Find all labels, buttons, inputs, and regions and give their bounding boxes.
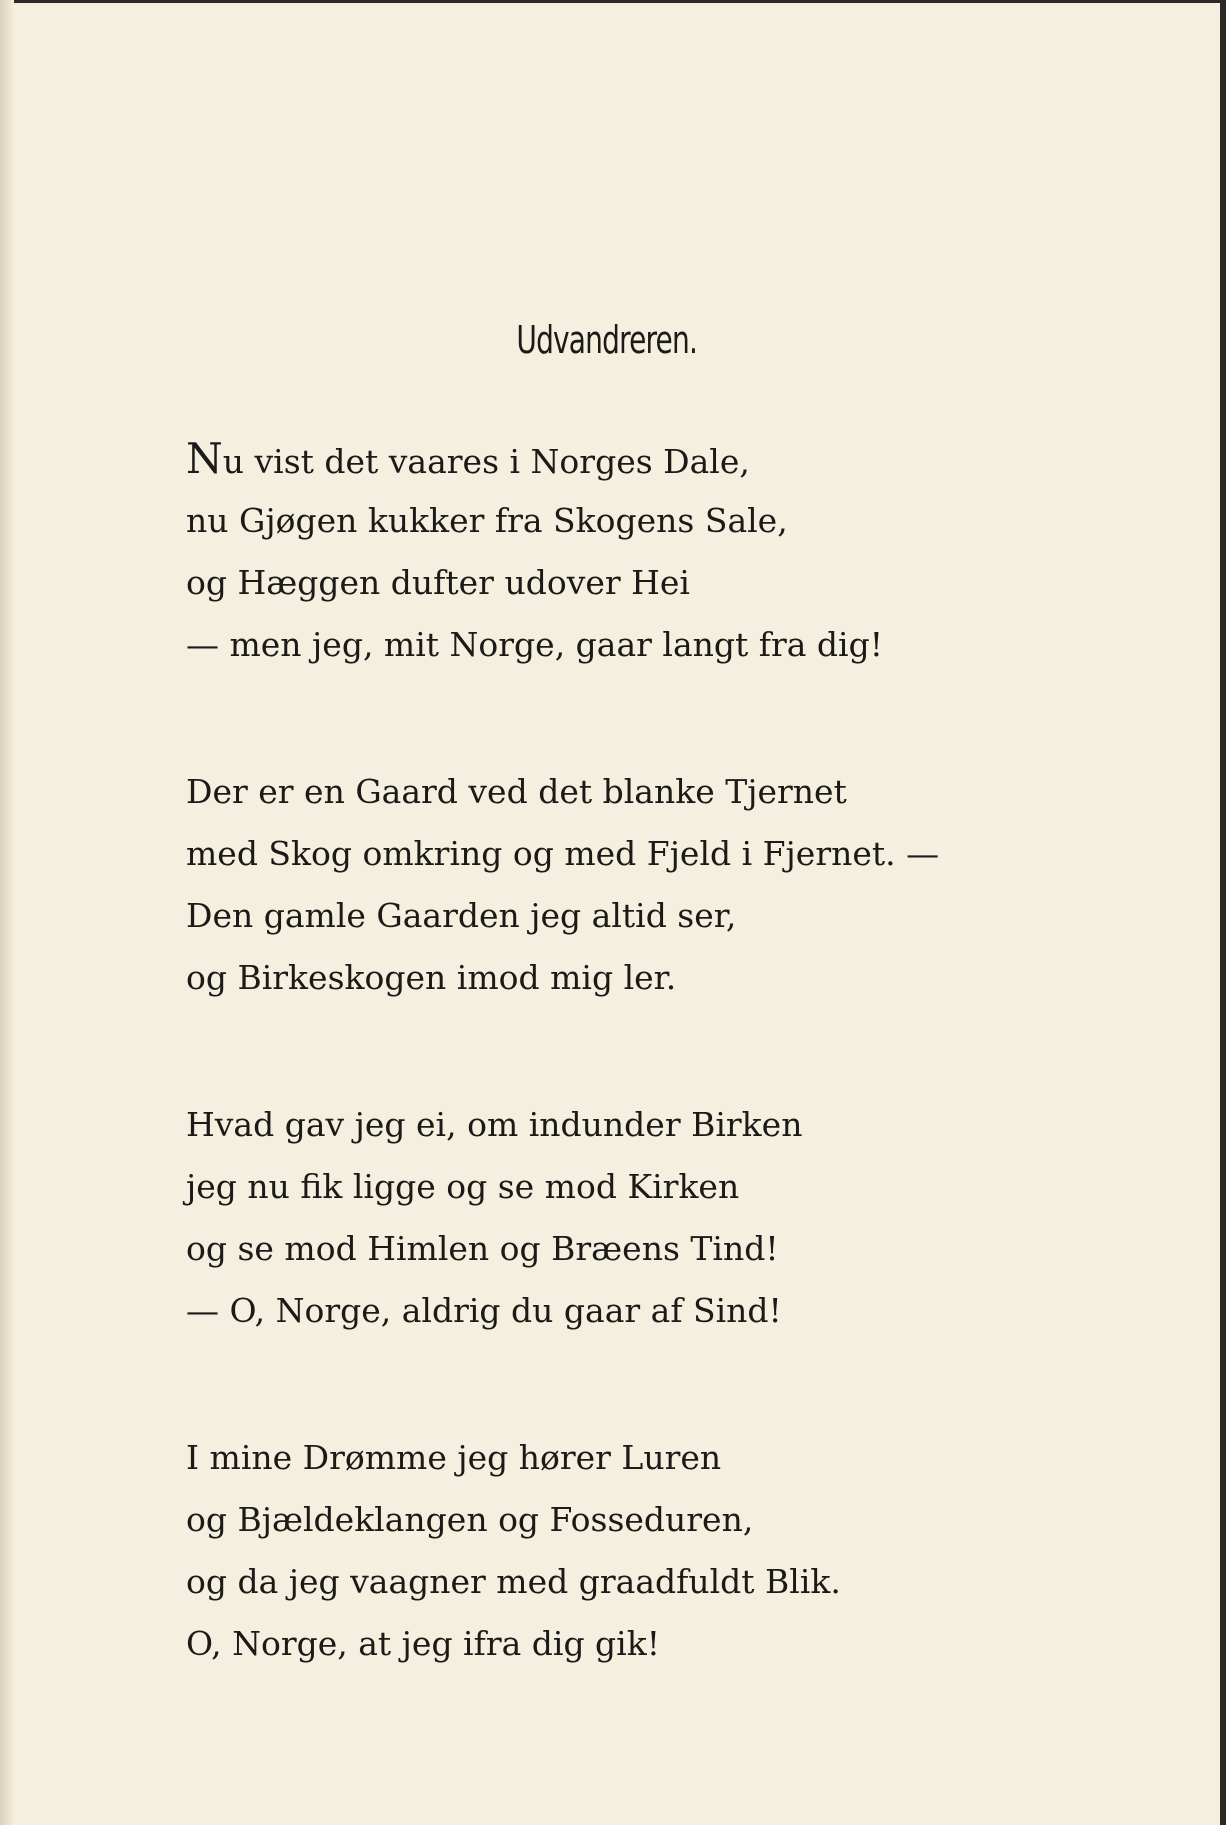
- poem-line: — O, Norge, aldrig du gaar af Sind!: [186, 1291, 782, 1330]
- stanza-1: [186, 428, 1086, 676]
- initial-letter: N: [186, 434, 223, 483]
- stanza-4: [186, 1427, 1086, 1675]
- stanza-3: [186, 1094, 1086, 1342]
- poem-line: nu Gjøgen kukker fra Skogens Sale,: [186, 501, 788, 540]
- stanza-2: [186, 761, 1086, 1009]
- poem-line: I mine Drømme jeg hører Luren: [186, 1438, 722, 1477]
- poem-line: og Bjældeklangen og Fosseduren,: [186, 1500, 754, 1539]
- poem-line: O, Norge, at jeg ifra dig gik!: [186, 1624, 660, 1663]
- scan-edge-right: [1220, 0, 1226, 1825]
- poem-line: Hvad gav jeg ei, om indunder Birken: [186, 1105, 803, 1144]
- scan-edge-top: [0, 0, 1226, 3]
- poem-line: og da jeg vaagner med graadfuldt Blik.: [186, 1562, 841, 1601]
- poem-body: [186, 428, 1086, 1760]
- poem-line: — men jeg, mit Norge, gaar langt fra dig!: [186, 625, 883, 664]
- poem-line-text: u vist det vaares i Norges Dale,: [222, 442, 750, 481]
- poem-title: Udvandreren.: [516, 318, 698, 362]
- poem-line: Der er en Gaard ved det blanke Tjernet: [186, 772, 847, 811]
- poem-line: og se mod Himlen og Bræens Tind!: [186, 1229, 779, 1268]
- poem-line: og Hæggen dufter udover Hei: [186, 563, 690, 602]
- poem-line: med Skog omkring og med Fjeld i Fjernet. —: [186, 834, 940, 873]
- page-binding-shadow: [0, 0, 14, 1825]
- poem-line: Den gamle Gaarden jeg altid ser,: [186, 896, 737, 935]
- poem-line: og Birkeskogen imod mig ler.: [186, 958, 677, 997]
- poem-line: [186, 428, 1086, 490]
- poem-line: jeg nu fik ligge og se mod Kirken: [186, 1167, 740, 1206]
